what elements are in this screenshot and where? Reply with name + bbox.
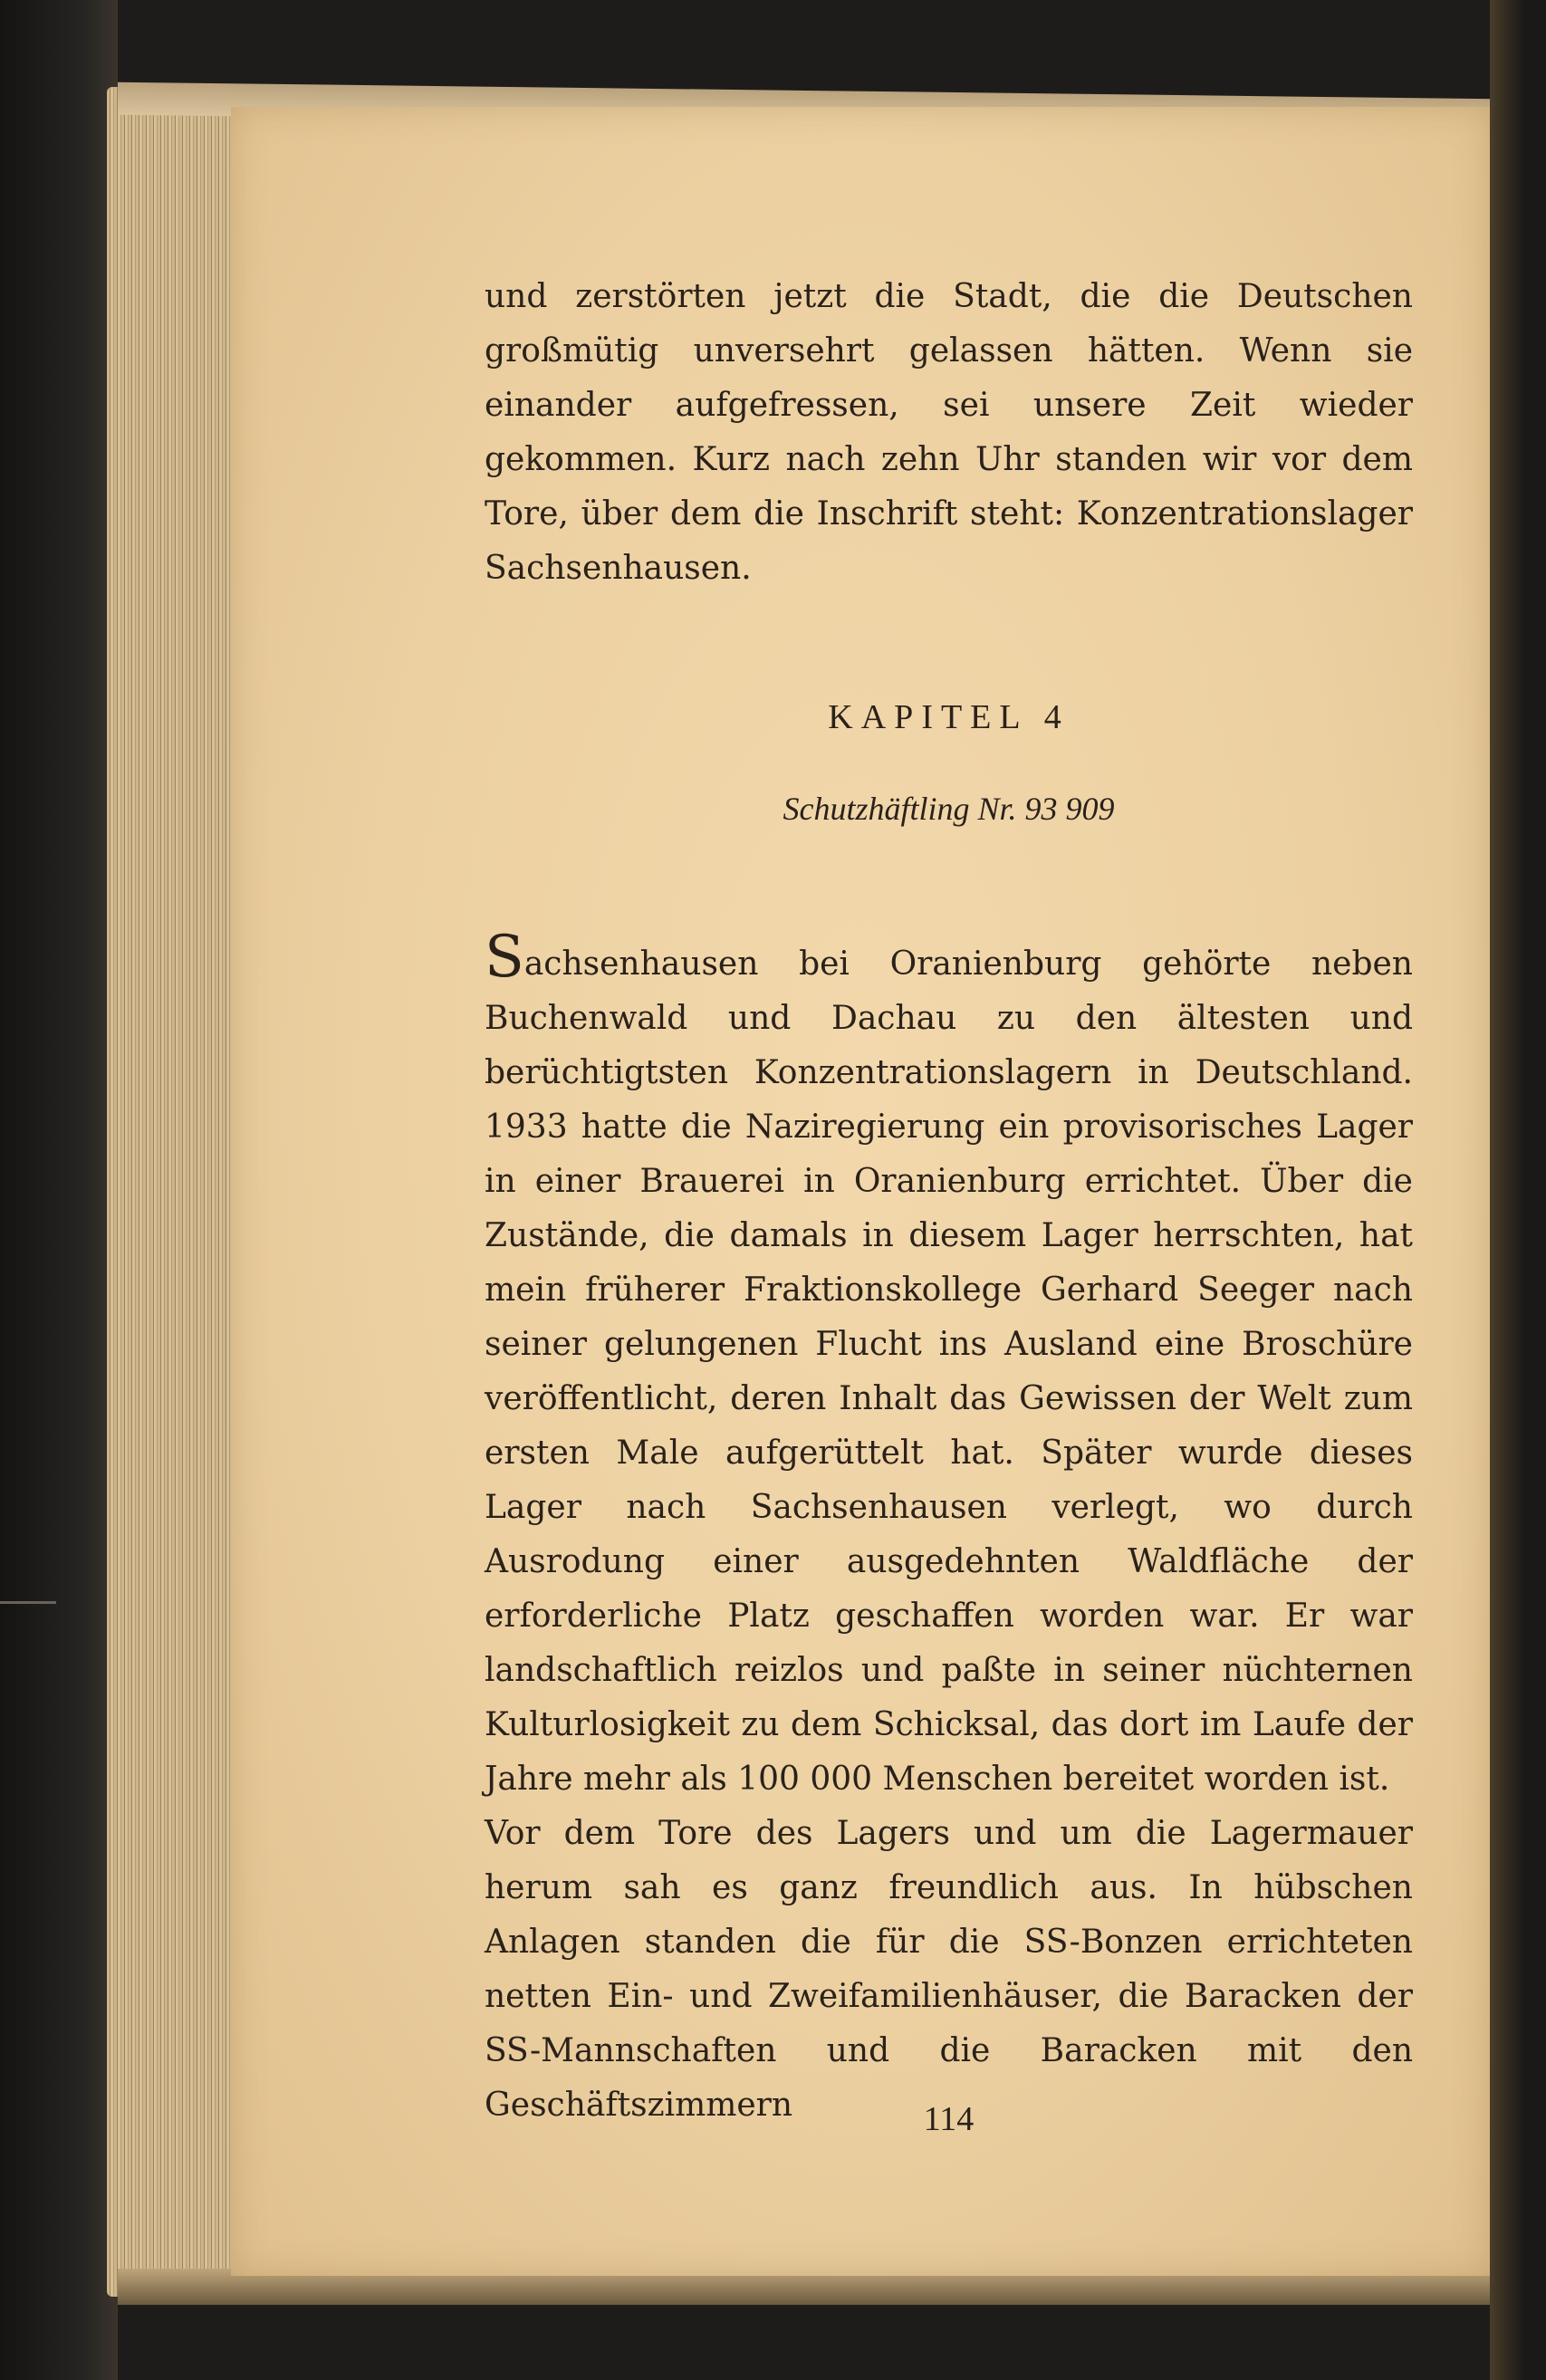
chapter-subtitle: Schutzhäftling Nr. 93 909 bbox=[783, 791, 1115, 827]
page-stack-edge bbox=[107, 87, 252, 2297]
drop-cap: S bbox=[485, 924, 524, 991]
chapter-heading: KAPITEL 4 bbox=[828, 698, 1070, 736]
right-page-shadow bbox=[1490, 0, 1546, 2380]
margin-mark bbox=[0, 1601, 56, 1604]
top-paragraph: und zerstörten jetzt die Stadt, die die Deutschen großmütig unversehrt gelassen hätten. Wenn sie einander aufgefressen, sei unsere Zeit wieder gekommen. Kurz nach zehn Uhr standen wir vor dem Tore, über dem die Inschrift steht: Konzentrationslager Sachsenhausen. bbox=[485, 278, 1413, 587]
main-text-block bbox=[485, 924, 1413, 2133]
binding-shadow bbox=[0, 0, 118, 2380]
page-number: 114 bbox=[923, 2100, 975, 2138]
main-paragraph-text: achsenhausen bei Oranienburg gehörte neben Buchenwald und Dachau zu den ältesten und berüchtigtsten Konzentrationslagern in Deutschland. 1933 hatte die Naziregierung ein provisorisches Lager in einer Brauerei in Oranienburg errichtet. Über die Zustände, die damals in diesem Lager herrschten, hat mein früherer Fraktionskollege Gerhard Seeger nach seiner gelungenen Flucht ins Ausland eine Broschüre veröffentlicht, deren Inhalt das Gewissen der Welt zum ersten Male aufgerüttelt hat. Später wurde dieses Lager nach Sachsenhausen verlegt, wo durch Ausrodung einer ausgedehnten Waldfläche der erforderliche Platz geschaffen worden war. Er war landschaftlich reizlos und paßte in seiner nüchternen Kulturlosigkeit zu dem Schicksal, das dort im Laufe der Jahre mehr als 100 000 Menschen bereitet worden ist. bbox=[485, 945, 1413, 1798]
main-paragraph bbox=[485, 924, 1413, 1807]
second-paragraph: Vor dem Tore des Lagers und um die Lagermauer herum sah es ganz freundlich aus. In hübschen Anlagen standen die für die SS-Bonzen errichteten netten Ein- und Zweifamilienhäuser, die Baracken der SS-Mannschaften und die Baracken mit den Geschäftszimmern bbox=[485, 1815, 1413, 2124]
